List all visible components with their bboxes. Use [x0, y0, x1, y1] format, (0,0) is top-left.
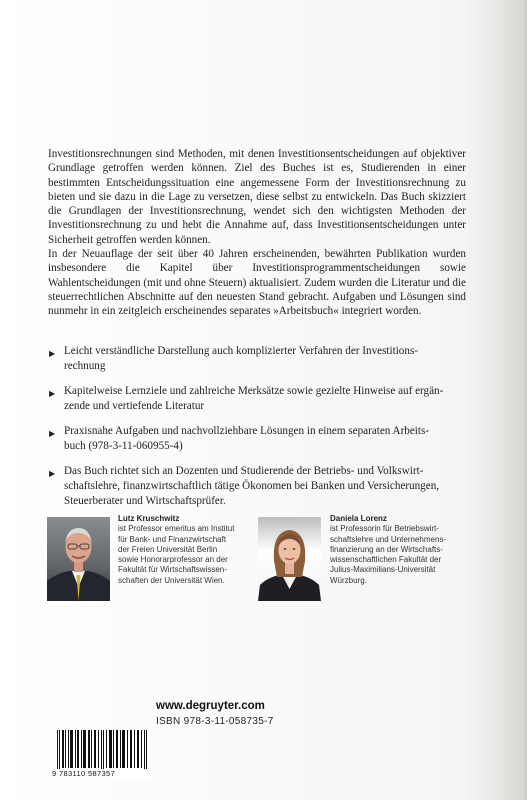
triangle-bullet-icon: ▶	[49, 389, 56, 398]
author-photo-lorenz	[258, 517, 321, 601]
author-bio: ist Professor emeritus am Institut für Bank- und Finanzwirtschaft der Freien Universität Berlin sowie Honorarprofessor an der Fakultät für Wirtschaftswissen- schaften der Universität Wien.	[118, 524, 235, 585]
feature-text: Das Buch richtet sich an Dozenten und Studierende der Betriebs- und Volkswirt- schaftslehre, finanzwirtschaftlich tätige Ökonomen bei Banken und Versicherungen, Steuerberater und Wirtschaftsprüfer.	[64, 465, 440, 507]
triangle-bullet-icon: ▶	[49, 349, 56, 358]
feature-item	[48, 344, 473, 374]
description-text: Investitionsrechnungen sind Methoden, mit denen Investitionsentscheidungen auf objektiver Grundlage getroffen werden können. Ziel des Buches ist es, Studierenden in einer bestimmten Entscheidungssituation eine angemessene Form der Investitionsrechnung zu bieten und sie dazu in die Lage zu versetzen, diese selbst zu entwickeln. Das Buch skizziert die Grundlagen der Investitionsrechnung, wendet sich den wichtigsten Methoden der Investitionsrechnung zu und hebt die Annahme auf, dass Investitionsentscheidungen unter Sicherheit getroffen werden können. In der Neuauflage der seit über 40 Jahren erscheinenden, bewährten Publikation wurden insbesondere die Kapitel über Investitionsprogrammentscheidungen sowie Wahlentscheidungen (mit und ohne Steuern) aktualisiert. Zudem wurden die Literatur und die steuerrechtlichen Abschnitte auf den neuesten Stand gebracht. Aufgaben und Lösungen sind nunmehr in ein zeitgleich erscheinendes separates »Arbeitsbuch« integriert worden.	[48, 148, 466, 318]
publisher-url[interactable]: www.degruyter.com	[156, 700, 265, 712]
author-lorenz	[330, 514, 480, 586]
feature-text: Leicht verständliche Darstellung auch komplizierter Verfahren der Investitions- rechnung	[64, 345, 418, 372]
feature-list	[48, 344, 473, 519]
author-kruschwitz	[118, 514, 268, 586]
feature-text: Kapitelweise Lernziele und zahlreiche Merksätze sowie gezielte Hinweise auf ergän- zende und vertiefende Literatur	[64, 385, 444, 412]
author-photo-kruschwitz	[47, 517, 110, 601]
feature-item	[48, 424, 473, 454]
barcode-digits: 9 783110 587357	[52, 769, 152, 778]
author-name: Daniela Lorenz	[330, 514, 387, 523]
woman-portrait-icon	[258, 517, 321, 601]
author-name: Lutz Kruschwitz	[118, 514, 180, 523]
man-portrait-icon	[47, 517, 110, 601]
triangle-bullet-icon: ▶	[49, 429, 56, 438]
triangle-bullet-icon: ▶	[49, 469, 56, 478]
feature-text: Praxisnahe Aufgaben und nachvollziehbare Lösungen in einem separaten Arbeits- buch (978-3-11-060955-4)	[64, 425, 430, 452]
isbn-number: ISBN 978-3-11-058735-7	[156, 716, 274, 727]
feature-item	[48, 384, 473, 414]
author-bio: ist Professorin für Betriebswirt- schaftslehre und Unternehmens- finanzierung an der Wirtschafts- wissenschaftlichen Fakultät der Julius-Maximilians-Universität Würzburg.	[330, 524, 447, 585]
feature-item	[48, 464, 473, 509]
